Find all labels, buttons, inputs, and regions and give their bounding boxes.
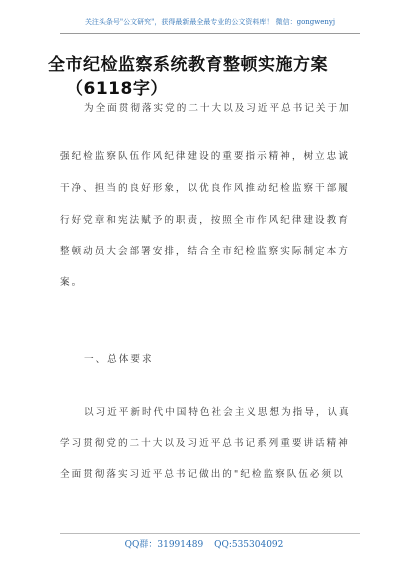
qq-number: QQ:535304092: [214, 540, 284, 550]
paragraph-line: 为全面贯彻落实党的二十大以及习近平总书记关于加: [84, 103, 351, 114]
footer-contact: [0, 537, 408, 550]
header-banner: 关注头条号"公文研究"，获得最新最全最专业的公文资料库！ 微信：gongwenyj: [60, 11, 360, 34]
footer-divider: [60, 533, 360, 534]
paragraph-line: 干净、担当的良好形象，以优良作风推动纪检监察干部履: [60, 183, 350, 194]
qq-group-number: QQ群：31991489: [124, 540, 204, 550]
document-title: [48, 53, 368, 101]
paragraph-line: 以习近平新时代中国特色社会主义思想为指导，认真: [84, 407, 351, 418]
paragraph-line: 全面贯彻落实习近平总书记做出的"纪检监察队伍必须以: [60, 469, 345, 480]
paragraph-line: 整顿动员大会部署安排，结合全市纪检监察实际制定本方: [60, 246, 350, 257]
paragraph-line: 强纪检监察队伍作风纪律建设的重要指示精神，树立忠诚: [60, 151, 350, 162]
title-line-2: （6118字）: [66, 79, 168, 99]
paragraph-line: 学习贯彻党的二十大以及习近平总书记系列重要讲话精神: [60, 438, 350, 449]
paragraph-line: 行好党章和宪法赋予的职责，按照全市作风纪律建设教育: [60, 215, 350, 226]
section-heading: 一、总体要求: [84, 354, 154, 365]
title-line-1: 全市纪检监察系统教育整顿实施方案: [48, 55, 328, 75]
paragraph-line: 案。: [60, 277, 84, 288]
